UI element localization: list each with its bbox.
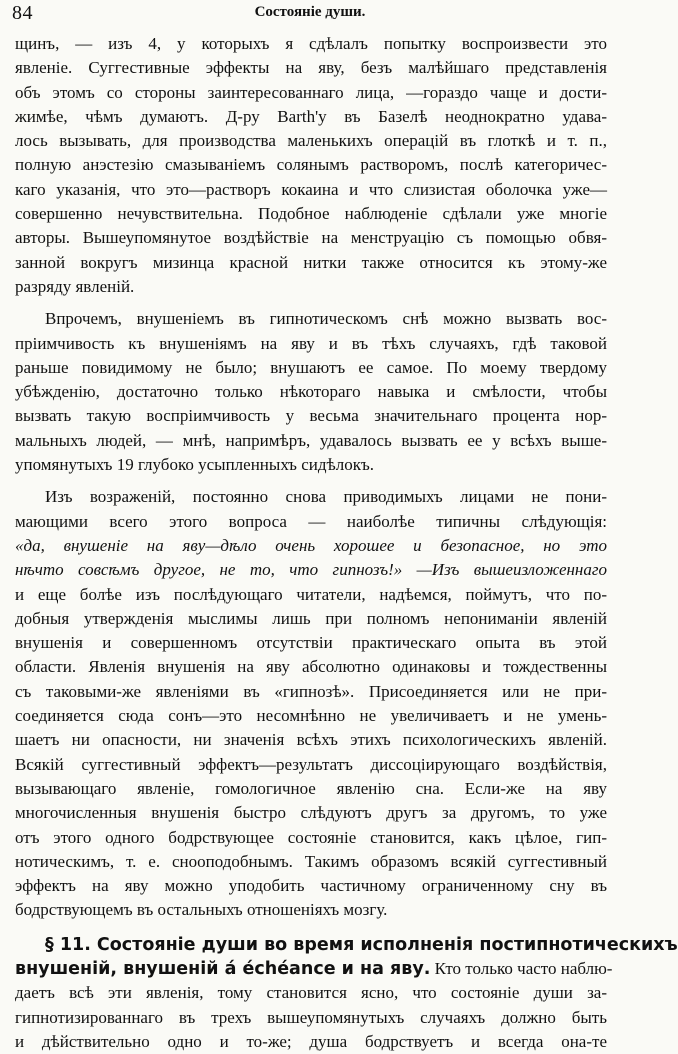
section-text-start: Кто только часто наблю- (434, 958, 613, 978)
text-line: многочисленныя внушенія быстро слѣдуютъ другъ за другомъ, то уже (15, 803, 607, 823)
text-line: упомянутыхъ 19 глубоко усыпленныхъ сидѣлокъ. (15, 455, 375, 475)
text-line: и дѣйствительно одно и то-же; душа бодрствуетъ и всегда она-те (15, 1031, 607, 1051)
text-line: лось вызывать, для производства маленькихъ операцій въ глоткѣ и т. п., (15, 131, 607, 151)
text-line: Всякій суггестивный эффектъ—результатъ диссоціирующаго воздѣйствія, (15, 754, 607, 774)
paragraph-1 (15, 32, 607, 299)
text-line: внушенія и совершенномъ отсутствіи практическаго опыта въ этой (15, 633, 607, 653)
section-heading: § 11. Состояніе души во время исполненія постипнотическихъ (45, 934, 678, 955)
text-line: соединяется сюда сонъ—это несомнѣнно не увеличиваетъ и не умень- (15, 706, 607, 726)
text-line: авторы. Вышеупомянутое воздѣйствіе на менструацію съ помощью обвя- (15, 228, 607, 248)
text-line: даетъ всѣ эти явленія, тому становится ясно, что состояніе души за- (15, 983, 607, 1003)
text-line: Впрочемъ, внушеніемъ въ гипнотическомъ снѣ можно вызвать вос- (45, 309, 607, 329)
text-line: бодрствующемъ въ остальныхъ отношеніяхъ мозгу. (15, 900, 388, 920)
text-line: мальныхъ людей, — мнѣ, напримѣръ, удавалось вызвать ее у всѣхъ выше- (15, 430, 607, 450)
text-line: нотическимъ, т. е. снооподобнымъ. Такимъ образомъ всякій суггестивный (15, 851, 607, 871)
text-line: пріимчивость къ внушеніямъ на яву и въ тѣхъ случаяхъ, гдѣ таковой (15, 333, 607, 353)
text-line: явленіе. Суггестивные эффекты на яву, безъ малѣйшаго представленія (15, 58, 607, 78)
text-line: вызвать такую воспріимчивость у весьма значительнаго процента нор- (15, 406, 607, 426)
section-heading-continuation (15, 957, 613, 981)
text-line: занной вокругъ мизинца красной нитки также относится къ этому-же (15, 252, 607, 272)
text-line: эффектъ на яву можно уподобить частичному ограниченному сну въ (15, 876, 607, 896)
text-line: полную анэстезію смазываніемъ солянымъ растворомъ, послѣ категоричес- (15, 155, 607, 175)
text-line: добныя утвержденія мыслимы лишь при полномъ непониманіи явленій (15, 608, 607, 628)
page-number: 84 (12, 2, 33, 24)
text-line-italic: нѣчто совсѣмъ другое, не то, что гипнозъ!» —Изъ вышеизложеннаго (15, 560, 607, 580)
text-line: Изъ возраженій, постоянно снова приводимыхъ лицами не пони- (45, 487, 607, 507)
running-title: Состояніе души. (254, 4, 366, 20)
text-line: убѣжденію, достаточно только нѣкотораго навыка и смѣлости, чтобы (15, 382, 607, 402)
text-line: области. Явленія внушенія на яву абсолютно одинаковы и тождественны (15, 657, 607, 677)
page-header (0, 0, 620, 30)
text-line: объ этомъ со стороны заинтересованнаго лица, —гораздо чаще и дости- (15, 82, 607, 102)
text-line: мающими всего этого вопроса — наиболѣе типичны слѣдующія: (15, 511, 607, 531)
text-line: и еще болѣе изъ послѣдующаго читатели, надѣемся, поймутъ, что по- (15, 584, 607, 604)
text-line: раньше повидимому не было; внушаютъ ее самое. По моему твердому (15, 357, 607, 377)
section-heading-bold: внушеній, внушеній á échéance и на яву. (15, 958, 431, 979)
page-body (15, 32, 678, 1054)
text-line: шаетъ ни опасности, ни значенія всѣхъ этихъ психологическихъ явленій. (15, 730, 607, 750)
section-11 (15, 933, 678, 1054)
text-line: съ таковыми-же явленіями въ «гипнозѣ». Присоединяется или не при- (15, 681, 607, 701)
paragraph-2 (15, 307, 607, 477)
text-line: гипнотизированнаго въ трехъ вышеупомянутыхъ случаяхъ должно быть (15, 1007, 607, 1027)
text-line: щинъ, — изъ 4, у которыхъ я сдѣлалъ попытку воспроизвести это (15, 34, 607, 53)
text-line-italic: «да, внушеніе на яву—дѣло очень хорошее и безопасное, но это (15, 535, 607, 555)
text-line: отъ этого одного бодрствующее состояніе становится, какъ цѣлое, гип- (15, 827, 607, 847)
text-line: каго указанія, что это—растворъ кокаина и что слизистая оболочка уже— (15, 179, 607, 199)
text-line: вызывающаго явленіе, гомологичное явленію сна. Если-же на яву (15, 778, 607, 798)
text-line: жимѣе, чѣмъ думаютъ. Д-ру Barth'у въ Базелѣ неоднократно удава- (15, 106, 607, 126)
text-line: разряду явленій. (15, 276, 135, 296)
text-line: совершенно нечувствительна. Подобное наблюденіе сдѣлали уже многіе (15, 204, 607, 224)
paragraph-3 (15, 485, 607, 922)
